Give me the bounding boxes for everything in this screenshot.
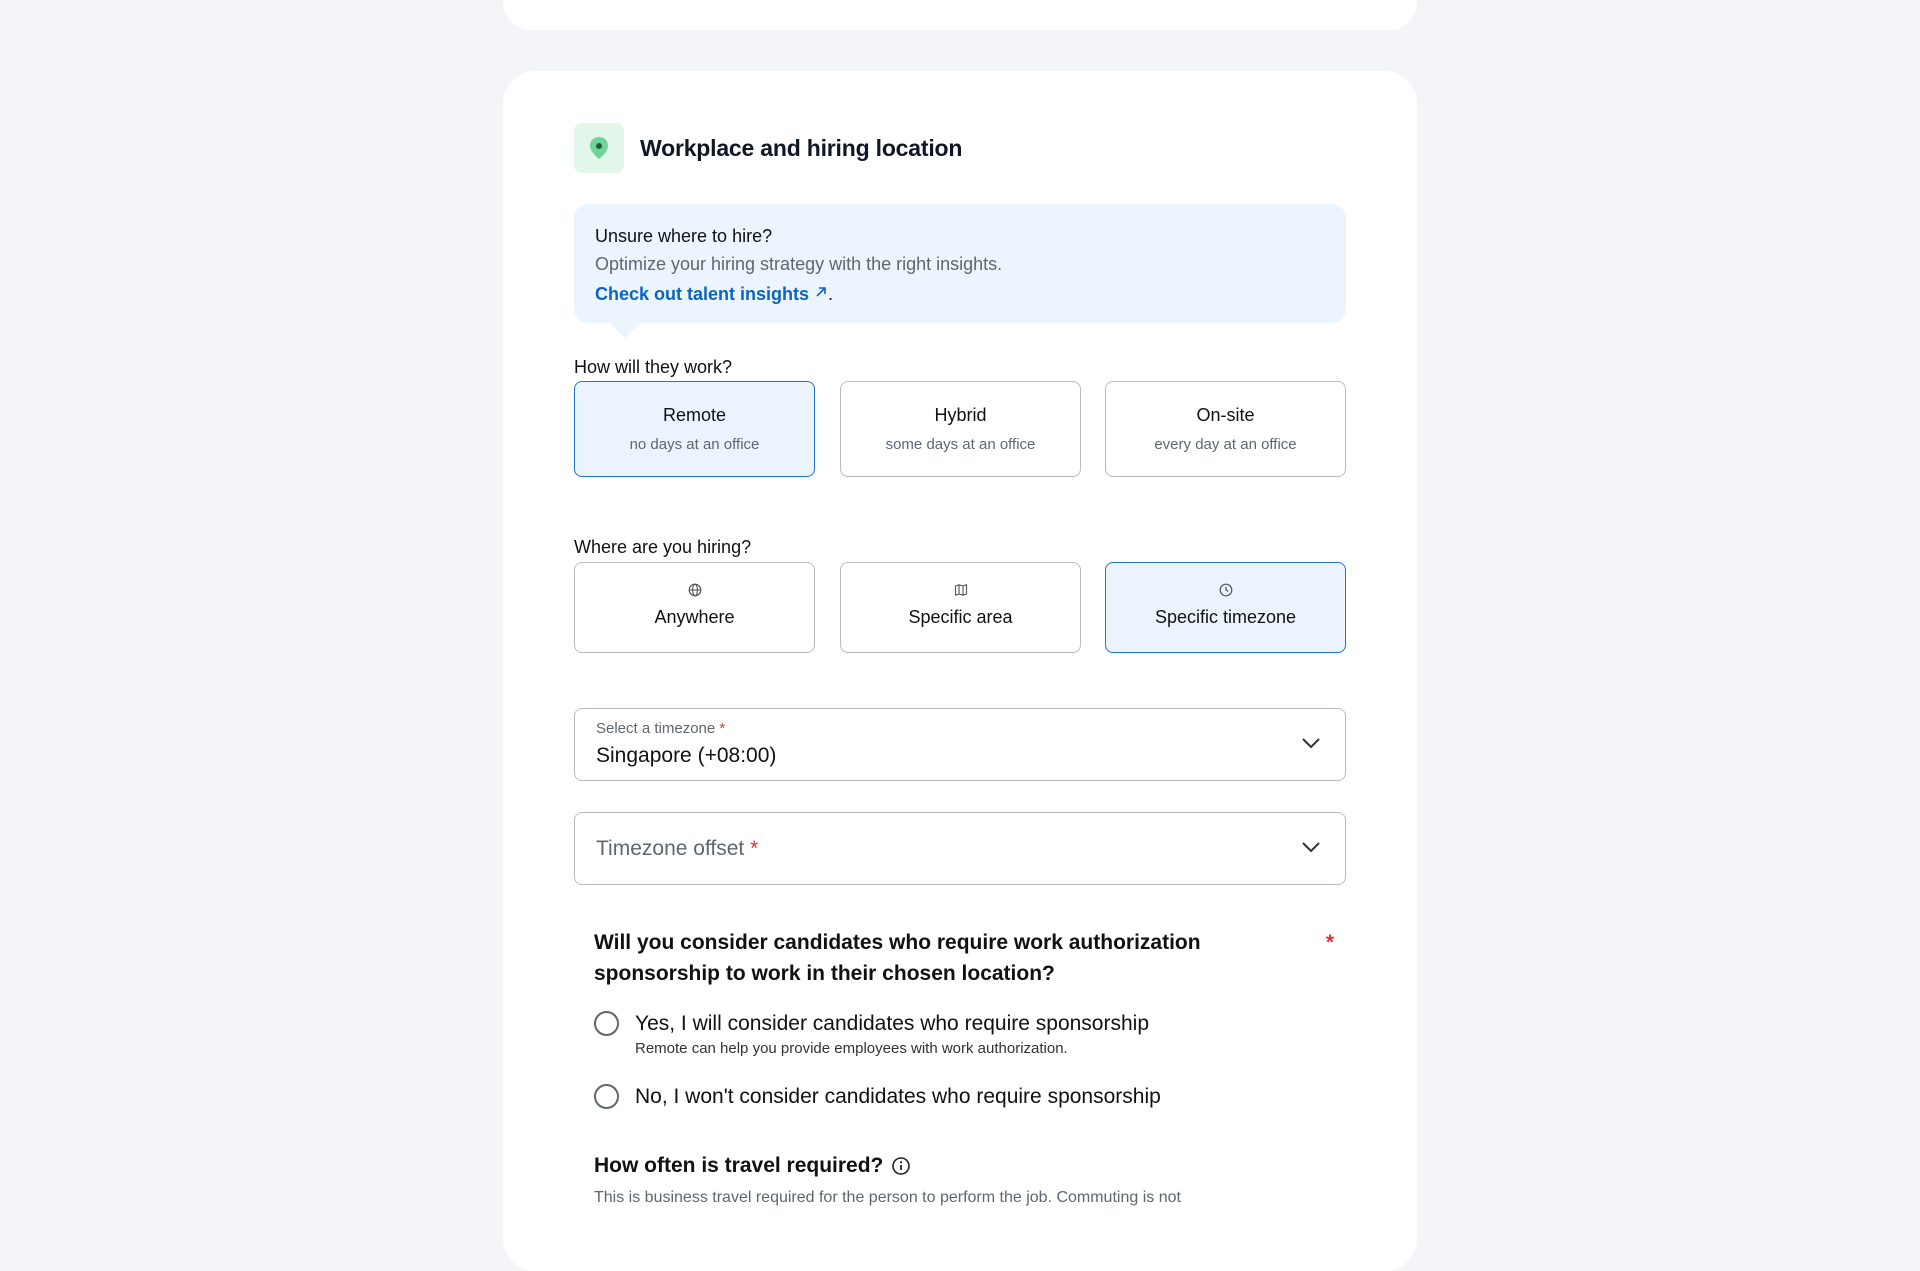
insight-banner	[574, 204, 1346, 323]
work-mode-title: Remote	[662, 405, 727, 425]
timezone-offset-select[interactable]	[574, 812, 1346, 885]
workplace-card	[503, 71, 1417, 1271]
hiring-option-title: Specific area	[908, 607, 1013, 627]
hiring-option-title: Anywhere	[654, 607, 735, 627]
info-icon[interactable]	[891, 1156, 911, 1176]
hiring-location-question: Where are you hiring?	[574, 537, 752, 557]
work-mode-subtitle: every day at an office	[1154, 436, 1297, 453]
timezone-offset-placeholder: Timezone offset *	[596, 837, 759, 860]
radio-help: Remote can help you provide employees with work authorization.	[635, 1040, 1068, 1057]
required-mark: *	[1325, 931, 1334, 954]
clock-icon	[1106, 583, 1345, 597]
work-mode-remote[interactable]	[574, 381, 815, 477]
radio-label: Yes, I will consider candidates who require sponsorship	[635, 1012, 1150, 1035]
chevron-down-icon	[1301, 737, 1321, 749]
sponsorship-option-yes[interactable]	[594, 1011, 1149, 1057]
travel-question: How often is travel required?	[594, 1154, 911, 1178]
radio-button[interactable]	[594, 1011, 619, 1036]
map-icon	[841, 583, 1080, 597]
hiring-specific-area[interactable]	[840, 562, 1081, 653]
work-mode-subtitle: some days at an office	[885, 436, 1036, 453]
hiring-option-title: Specific timezone	[1154, 607, 1297, 627]
external-link-icon	[814, 285, 828, 299]
talent-insights-link-label: Check out talent insights	[595, 284, 810, 304]
work-mode-question: How will they work?	[574, 357, 733, 377]
work-mode-subtitle: no days at an office	[629, 436, 760, 453]
work-mode-title: On-site	[1196, 405, 1255, 425]
section-header	[574, 123, 962, 173]
insight-text: Optimize your hiring strategy with the right insights.	[595, 254, 1003, 274]
radio-label: No, I won't consider candidates who require sponsorship	[635, 1085, 1161, 1108]
insight-link-suffix: .	[828, 284, 834, 304]
hiring-specific-timezone[interactable]	[1105, 562, 1346, 653]
timezone-select-label: Select a timezone *	[596, 720, 726, 737]
talent-insights-link[interactable]	[595, 284, 828, 304]
timezone-select[interactable]	[574, 708, 1346, 781]
location-pin-icon	[574, 123, 624, 173]
sponsorship-question: Will you consider candidates who require work authorization sponsorship to work in their chosen location? *	[594, 927, 1334, 989]
timezone-select-value: Singapore (+08:00)	[596, 744, 777, 767]
insight-title: Unsure where to hire?	[595, 226, 773, 246]
work-mode-title: Hybrid	[934, 405, 987, 425]
travel-help: This is business travel required for the person to perform the job. Commuting is not	[594, 1189, 1181, 1206]
insight-link-row	[595, 282, 1325, 306]
previous-card	[503, 0, 1417, 30]
sponsorship-option-no[interactable]	[594, 1084, 1161, 1109]
radio-button[interactable]	[594, 1084, 619, 1109]
section-title: Workplace and hiring location	[640, 134, 963, 161]
globe-icon	[575, 583, 814, 597]
hiring-anywhere[interactable]	[574, 562, 815, 653]
work-mode-hybrid[interactable]	[840, 381, 1081, 477]
chevron-down-icon	[1301, 841, 1321, 853]
work-mode-onsite[interactable]	[1105, 381, 1346, 477]
